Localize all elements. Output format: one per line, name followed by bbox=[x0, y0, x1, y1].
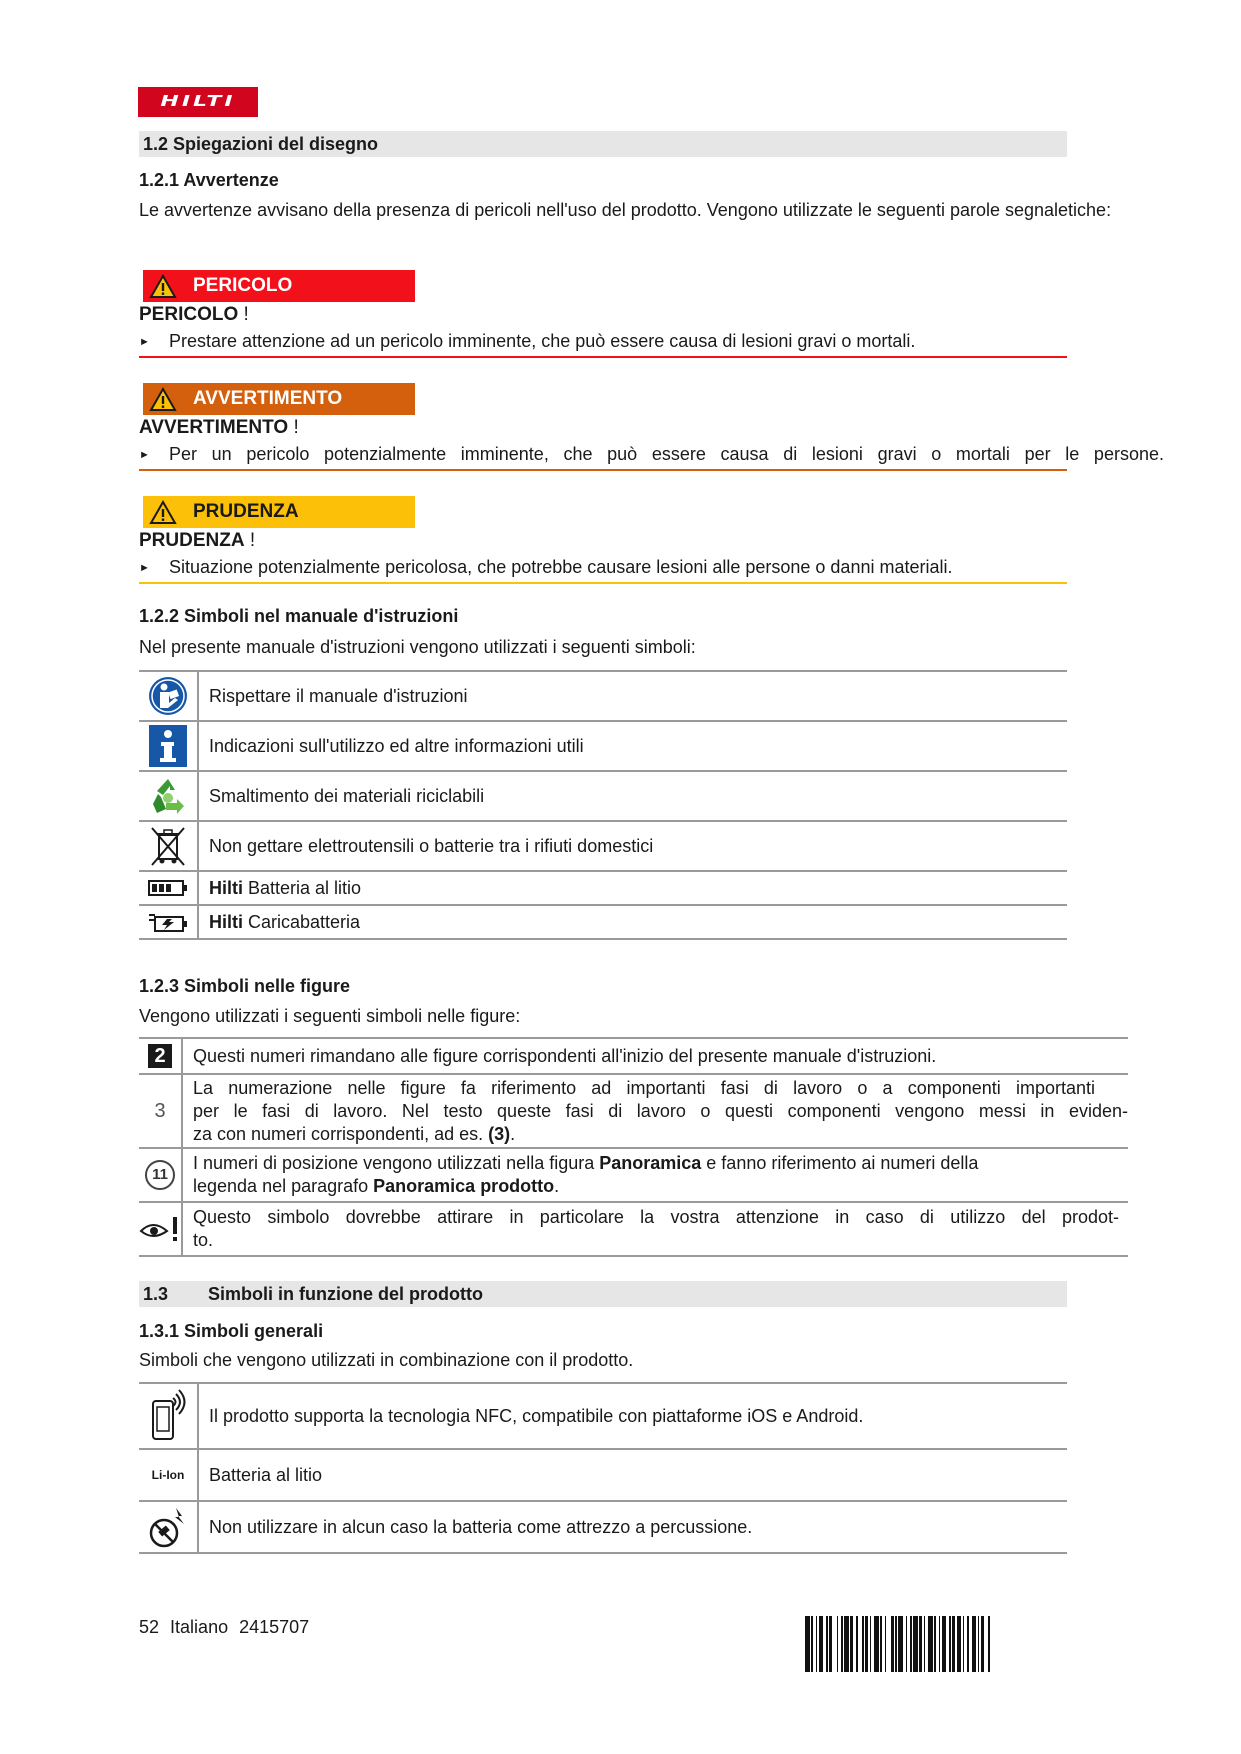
caution-rule bbox=[139, 582, 1067, 584]
table-row: Non utilizzare in alcun caso la batteria come attrezzo a percussione. bbox=[139, 1501, 1067, 1553]
table-row: Hilti Caricabatteria bbox=[139, 905, 1067, 939]
barcode bbox=[805, 1616, 1067, 1672]
table-row: Questo simbolo dovrebbe attirare in particolare la vostra attenzione in caso di utilizzo del prodot- to. bbox=[139, 1202, 1128, 1256]
table-row: Smaltimento dei materiali riciclabili bbox=[139, 771, 1067, 821]
general-symbols-intro: Simboli che vengono utilizzati in combinazione con il prodotto. bbox=[139, 1350, 634, 1370]
table-row: Indicazioni sull'utilizzo ed altre informazioni utili bbox=[139, 721, 1067, 771]
warning-banner-label: AVVERTIMENTO bbox=[193, 388, 343, 409]
bullet-arrow-icon: ► bbox=[139, 449, 150, 461]
doc-number: 2415707 bbox=[239, 1617, 310, 1637]
charger-icon bbox=[139, 905, 198, 939]
page-footer bbox=[139, 1617, 309, 1638]
bullet-arrow-icon: ► bbox=[139, 562, 150, 574]
position-number-icon: 11 bbox=[139, 1148, 182, 1202]
warning-rule bbox=[139, 469, 1067, 471]
caution-title: PRUDENZA ! bbox=[139, 530, 256, 551]
step-number-icon: 3 bbox=[139, 1074, 182, 1148]
section-1-2-heading: 1.2 Spiegazioni del disegno bbox=[139, 131, 1067, 157]
read-manual-icon bbox=[139, 671, 198, 721]
table-row: Hilti Batteria al litio bbox=[139, 871, 1067, 905]
hilti-logo: HILTI bbox=[138, 87, 258, 117]
danger-title: PERICOLO ! bbox=[139, 304, 249, 325]
manual-symbols-intro: Nel presente manuale d'istruzioni vengono utilizzati i seguenti simboli: bbox=[139, 637, 696, 657]
section-1-3-1-heading: 1.3.1 Simboli generali bbox=[139, 1321, 324, 1341]
warning-banner bbox=[143, 383, 415, 415]
page-number: 52 bbox=[139, 1617, 160, 1637]
table-row: 3 La numerazione nelle figure fa riferimento ad importanti fasi di lavoro o a componenti importanti per le fasi di lavoro. Nel testo queste fasi di lavoro o questi componenti vengono messi in eviden- za con numeri corrispondenti, ad es. (3). bbox=[139, 1074, 1128, 1148]
bullet-arrow-icon: ► bbox=[139, 336, 150, 348]
manual-symbols-table bbox=[139, 670, 1067, 940]
eye-attention-icon bbox=[139, 1202, 182, 1256]
table-row: Non gettare elettroutensili o batterie tra i rifiuti domestici bbox=[139, 821, 1067, 871]
section-1-2-2-heading: 1.2.2 Simboli nel manuale d'istruzioni bbox=[139, 606, 459, 626]
warning-triangle-icon bbox=[149, 386, 179, 412]
figure-symbols-intro: Vengono utilizzati i seguenti simboli nelle figure: bbox=[139, 1006, 521, 1026]
figure-symbols-table bbox=[139, 1037, 1128, 1257]
no-hammer-icon bbox=[139, 1501, 198, 1553]
footer-language: Italiano bbox=[170, 1617, 229, 1637]
section-1-3-heading: 1.3 Simboli in funzione del prodotto bbox=[139, 1281, 1067, 1307]
danger-banner-label: PERICOLO bbox=[193, 275, 293, 296]
caution-text: ► Situazione potenzialmente pericolosa, che potrebbe causare lesioni alle persone o danni materiali. bbox=[139, 557, 953, 577]
table-row: Il prodotto supporta la tecnologia NFC, compatibile con piattaforme iOS e Android. bbox=[139, 1383, 1067, 1449]
recycle-icon bbox=[139, 771, 198, 821]
warnings-intro: Le avvertenze avvisano della presenza di pericoli nell'uso del prodotto. Vengono utilizzate le seguenti parole segnaletiche: bbox=[139, 200, 1112, 220]
table-row: 2 Questi numeri rimandano alle figure corrispondenti all'inizio del presente manuale d'istruzioni. bbox=[139, 1038, 1128, 1074]
table-row: Rispettare il manuale d'istruzioni bbox=[139, 671, 1067, 721]
battery-icon bbox=[139, 871, 198, 905]
warning-triangle-icon bbox=[149, 273, 179, 299]
info-icon bbox=[139, 721, 198, 771]
li-ion-icon: Li-Ion bbox=[139, 1449, 198, 1501]
caution-banner bbox=[143, 496, 415, 528]
danger-banner bbox=[143, 270, 415, 302]
caution-banner-label: PRUDENZA bbox=[193, 501, 299, 522]
nfc-phone-icon bbox=[139, 1383, 198, 1449]
warning-title: AVVERTIMENTO ! bbox=[139, 417, 299, 438]
table-row: Li-Ion Batteria al litio bbox=[139, 1449, 1067, 1501]
section-1-2-1-heading: 1.2.1 Avvertenze bbox=[139, 170, 279, 190]
crossed-bin-icon bbox=[139, 821, 198, 871]
danger-rule bbox=[139, 356, 1067, 358]
section-1-2-3-heading: 1.2.3 Simboli nelle figure bbox=[139, 976, 351, 996]
table-row: 11 I numeri di posizione vengono utilizzati nella figura Panoramica e fanno riferimento ai numeri della legenda nel paragrafo Panoramica prodotto. bbox=[139, 1148, 1128, 1202]
warning-text: ► Per un pericolo potenzialmente imminente, che può essere causa di lesioni gravi o mortali per le persone. bbox=[139, 444, 1164, 464]
figure-number-icon: 2 bbox=[139, 1038, 182, 1074]
danger-text: ► Prestare attenzione ad un pericolo imminente, che può essere causa di lesioni gravi o mortali. bbox=[139, 331, 916, 351]
general-symbols-table bbox=[139, 1382, 1067, 1554]
warning-triangle-icon bbox=[149, 499, 179, 525]
